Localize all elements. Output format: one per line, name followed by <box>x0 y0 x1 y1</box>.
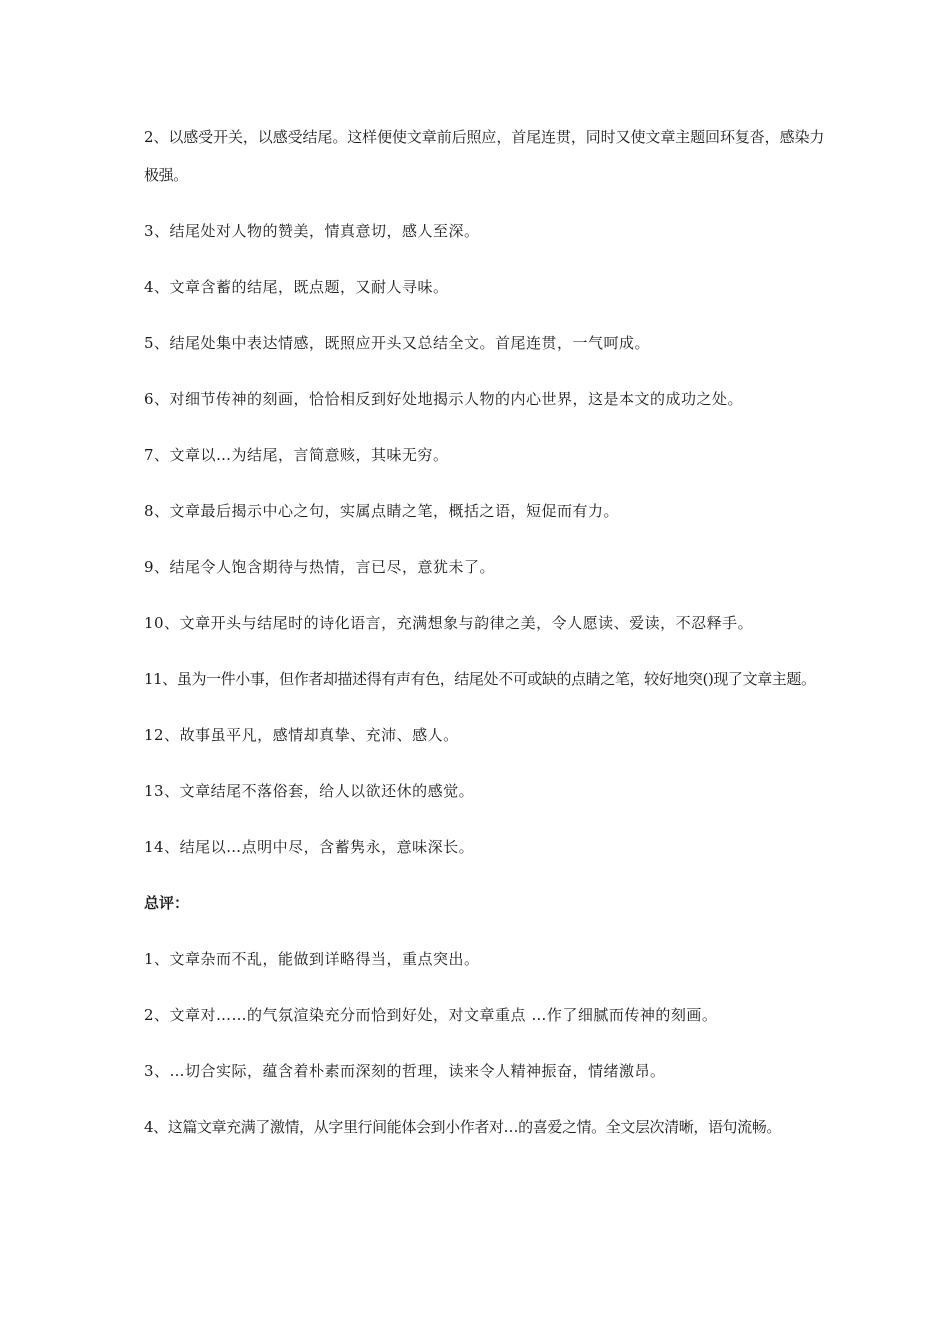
review-item-2: 2、文章对……的气氛渲染充分而恰到好处，对文章重点 …作了细腻而传神的刻画。 <box>144 1006 718 1024</box>
review-item-3: 3、…切合实际，蕴含着朴素而深刻的哲理，读来令人精神振奋，情绪激昂。 <box>144 1062 666 1080</box>
comment-item-2: 2、以感受开关，以感受结尾。这样便使文章前后照应，首尾连贯，同时又使文章主题回环复沓，感染力极强。 <box>144 128 824 184</box>
comment-item-5: 5、结尾处集中表达情感，既照应开头又总结全文。首尾连贯，一气呵成。 <box>144 334 651 352</box>
comment-item-14: 14、结尾以…点明中尽，含蓄隽永，意味深长。 <box>144 838 475 856</box>
document-page <box>144 118 824 1164</box>
comment-item-11: 11、虽为一件小事，但作者却描述得有声有色，结尾处不可或缺的点睛之笔，较好地突()现了文章主题。 <box>144 670 816 688</box>
comment-item-3: 3、结尾处对人物的赞美，情真意切，感人至深。 <box>144 222 480 240</box>
comment-item-4: 4、文章含蓄的结尾，既点题，又耐人寻味。 <box>144 278 449 296</box>
overall-review-heading: 总评： <box>144 894 190 912</box>
review-item-1: 1、文章杂而不乱，能做到详略得当，重点突出。 <box>144 950 480 968</box>
comment-item-9: 9、结尾令人饱含期待与热情，言已尽，意犹未了。 <box>144 558 496 576</box>
comment-item-8: 8、文章最后揭示中心之句，实属点睛之笔，概括之语，短促而有力。 <box>144 502 620 520</box>
comment-item-6: 6、对细节传神的刻画，恰恰相反到好处地揭示人物的内心世界，这是本文的成功之处。 <box>144 390 744 408</box>
comment-item-10: 10、文章开头与结尾时的诗化语言，充满想象与韵律之美，令人愿读、爱读，不忍释手。 <box>144 614 754 632</box>
comment-item-12: 12、故事虽平凡，感情却真挚、充沛、感人。 <box>144 726 459 744</box>
comment-item-13: 13、文章结尾不落俗套，给人以欲还休的感觉。 <box>144 782 475 800</box>
comment-item-7: 7、文章以…为结尾，言简意赅，其味无穷。 <box>144 446 449 464</box>
review-item-4: 4、这篇文章充满了激情，从字里行间能体会到小作者对…的喜爱之情。全文层次清晰，语句流畅。 <box>144 1118 781 1136</box>
